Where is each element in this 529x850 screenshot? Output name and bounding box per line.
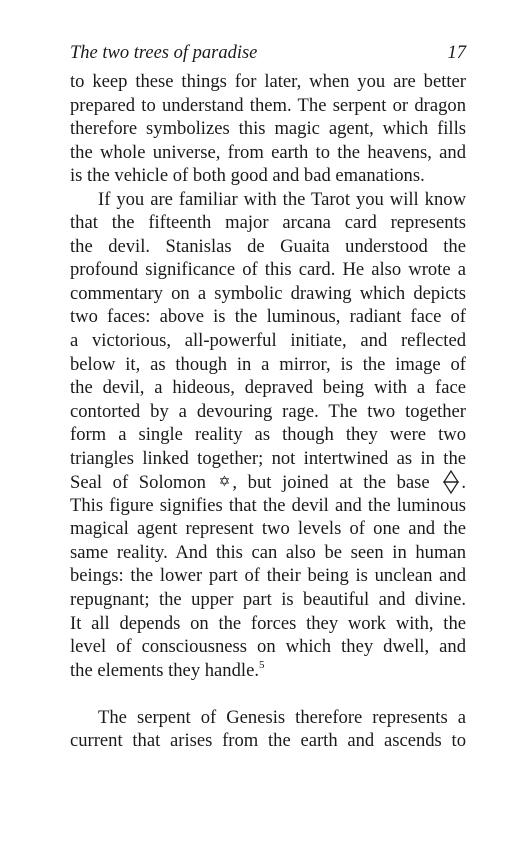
text-line: commentary on a symbolic drawing which depicts [70, 282, 466, 304]
text-line: two faces: above is the luminous, radiant face of [70, 306, 466, 328]
text-line: magical agent represent two levels of one and the [70, 518, 466, 540]
text-line: profound significance of this card. He also wrote a [70, 259, 466, 281]
text-line: form a single reality as though they were two [70, 424, 466, 446]
paragraph-2 [70, 188, 466, 682]
star-of-david-icon: ✡ [218, 475, 231, 491]
footnote-ref[interactable]: 5 [258, 658, 265, 671]
text-line: is the vehicle of both good and bad emanations. [70, 165, 425, 187]
chapter-title: The two trees of paradise [70, 43, 258, 63]
text-line: therefore symbolizes this magic agent, which fills [70, 118, 466, 140]
text-line: contorted by a devouring rage. The two together [70, 400, 466, 422]
paragraph-gap [70, 682, 466, 706]
text-line: level of consciousness on which they dwell, and [70, 636, 466, 658]
text-line: same reality. And this can also be seen in human [70, 541, 466, 563]
text-line: the devil, a hideous, depraved being with a face [70, 377, 466, 399]
text-line: This figure signifies that the devil and the luminous [70, 494, 466, 516]
seal-line [70, 470, 466, 494]
text-line: current that arises from the earth and ascends to [70, 730, 466, 752]
text-line: the devil. Stanislas de Guaita understood the [70, 235, 466, 257]
text-line: below it, as though in a mirror, is the image of [70, 353, 466, 375]
page-number: 17 [447, 43, 466, 63]
paragraph-1 [70, 70, 466, 188]
book-page [70, 40, 466, 753]
paragraph-3 [70, 706, 466, 753]
text-line: triangles linked together; not intertwined as in the [70, 447, 466, 469]
text-line: a victorious, all-powerful initiate, and reflected [70, 330, 466, 352]
joined-triangles-icon [443, 470, 459, 494]
text-line: to keep these things for later, when you are better [70, 71, 466, 92]
text-line: repugnant; the upper part is beautiful and divine. [70, 589, 466, 611]
text-line: beings: the lower part of their being is unclean and [70, 565, 466, 587]
text-line: The serpent of Genesis therefore represents a [98, 706, 466, 728]
text-line: that the fifteenth major arcana card represents [70, 212, 466, 234]
text-line: the whole universe, from earth to the heavens, and [70, 141, 466, 163]
joined-text: , but joined at the base [232, 472, 430, 494]
text-line: It all depends on the forces they work with, the [70, 612, 466, 634]
period-text: . [461, 472, 466, 494]
seal-text: Seal of Solomon [70, 472, 206, 494]
running-head [70, 40, 466, 70]
last-line-text: the elements they handle. [70, 659, 259, 681]
text-line [70, 659, 466, 683]
text-line: If you are familiar with the Tarot you will know [98, 188, 466, 210]
text-line: prepared to understand them. The serpent or dragon [70, 94, 466, 116]
body-text [70, 70, 466, 753]
